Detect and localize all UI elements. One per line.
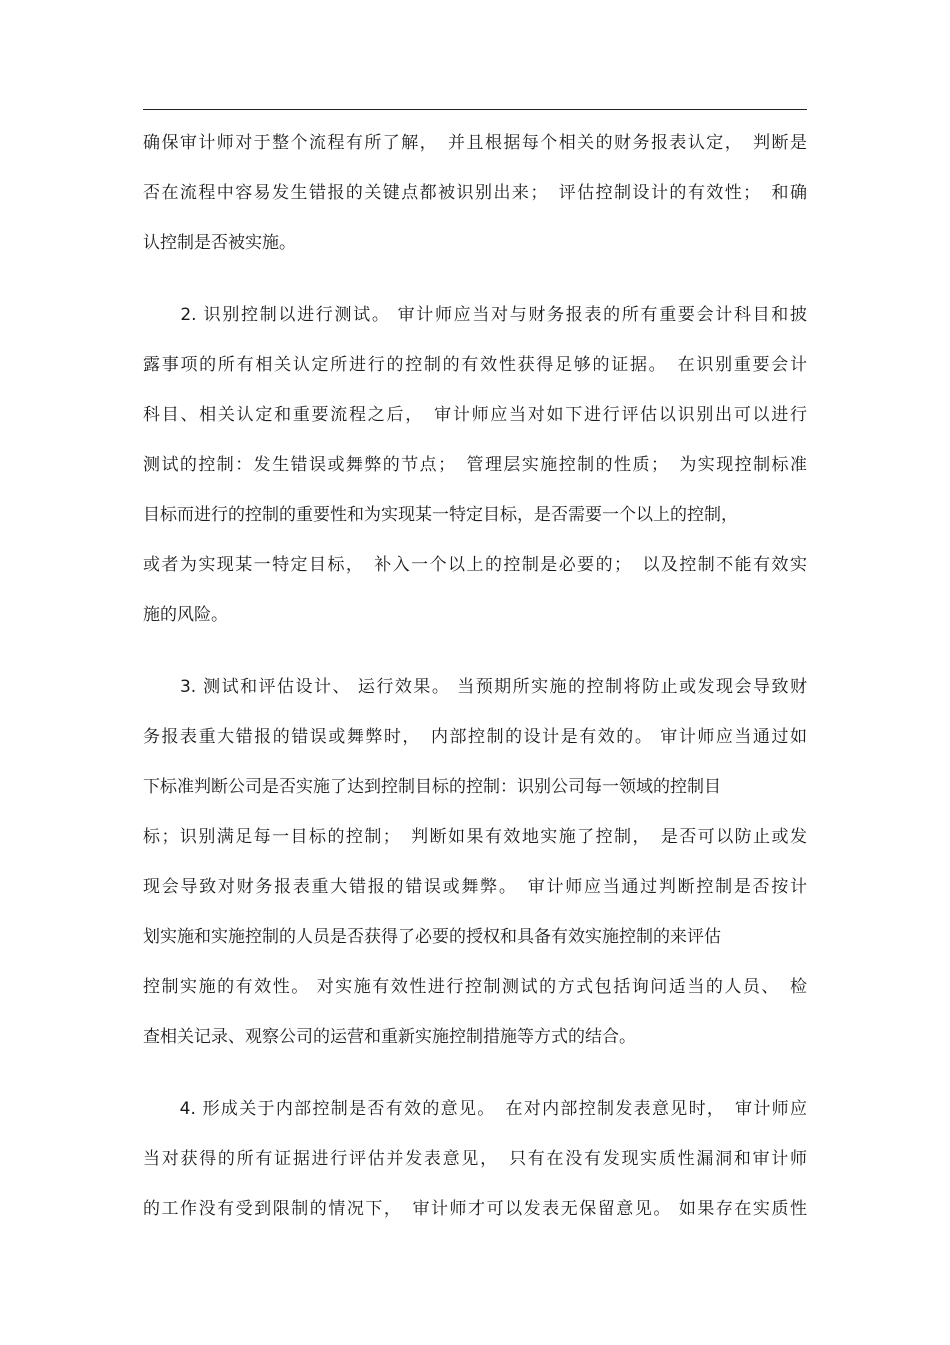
paragraph-1 xyxy=(143,118,807,268)
text-line: 3. 测试和评估设计、 运行效果。 当预期所实施的控制将防止或发现会导致财 xyxy=(143,677,807,697)
text-line: 认控制是否被实施。 xyxy=(143,233,296,253)
text-line: 测试的控制：发生错误或舞弊的节点； 管理层实施控制的性质； 为实现控制标准 xyxy=(143,455,807,475)
text-line: 施的风险。 xyxy=(143,605,228,625)
text-line: 2. 识别控制以进行测试。 审计师应当对与财务报表的所有重要会计科目和披 xyxy=(143,305,807,325)
text-line: 现会导致对财务报表重大错报的错误或舞弊。 审计师应当通过判断控制是否按计 xyxy=(143,877,807,897)
text-line: 或者为实现某一特定目标， 补入一个以上的控制是必要的； 以及控制不能有效实 xyxy=(143,555,807,575)
text-line: 控制实施的有效性。 对实施有效性进行控制测试的方式包括询问适当的人员、 检 xyxy=(143,977,807,997)
text-line: 4. 形成关于内部控制是否有效的意见。 在对内部控制发表意见时， 审计师应 xyxy=(143,1099,807,1119)
header-rule xyxy=(143,109,807,110)
paragraph-4 xyxy=(143,1084,807,1234)
text-line: 确保审计师对于整个流程有所了解， 并且根据每个相关的财务报表认定， 判断是 xyxy=(143,133,807,153)
paragraph-gap xyxy=(143,268,807,290)
text-line: 目标而进行的控制的重要性和为实现某一特定目标，是否需要一个以上的控制， xyxy=(143,505,738,525)
text-line: 的工作没有受到限制的情况下， 审计师才可以发表无保留意见。 如果存在实质性 xyxy=(143,1199,807,1219)
text-line: 划实施和实施控制的人员是否获得了必要的授权和具备有效实施控制的来评估 xyxy=(143,927,721,947)
text-line: 否在流程中容易发生错报的关键点都被识别出来； 评估控制设计的有效性； 和确 xyxy=(143,183,807,203)
paragraph-gap xyxy=(143,1062,807,1084)
paragraph-gap xyxy=(143,640,807,662)
text-line: 科目、相关认定和重要流程之后， 审计师应当对如下进行评估以识别出可以进行 xyxy=(143,405,807,425)
text-line: 查相关记录、观察公司的运营和重新实施控制措施等方式的结合。 xyxy=(143,1027,636,1047)
text-line: 露事项的所有相关认定所进行的控制的有效性获得足够的证据。 在识别重要会计 xyxy=(143,355,807,375)
paragraph-3 xyxy=(143,662,807,1062)
text-line: 标；识别满足每一目标的控制； 判断如果有效地实施了控制， 是否可以防止或发 xyxy=(143,827,807,847)
document-body xyxy=(143,118,807,1234)
paragraph-2 xyxy=(143,290,807,640)
text-line: 下标准判断公司是否实施了达到控制目标的控制：识别公司每一领域的控制目 xyxy=(143,777,721,797)
text-line: 当对获得的所有证据进行评估并发表意见， 只有在没有发现实质性漏洞和审计师 xyxy=(143,1149,807,1169)
text-line: 务报表重大错报的错误或舞弊时， 内部控制的设计是有效的。 审计师应当通过如 xyxy=(143,727,807,747)
